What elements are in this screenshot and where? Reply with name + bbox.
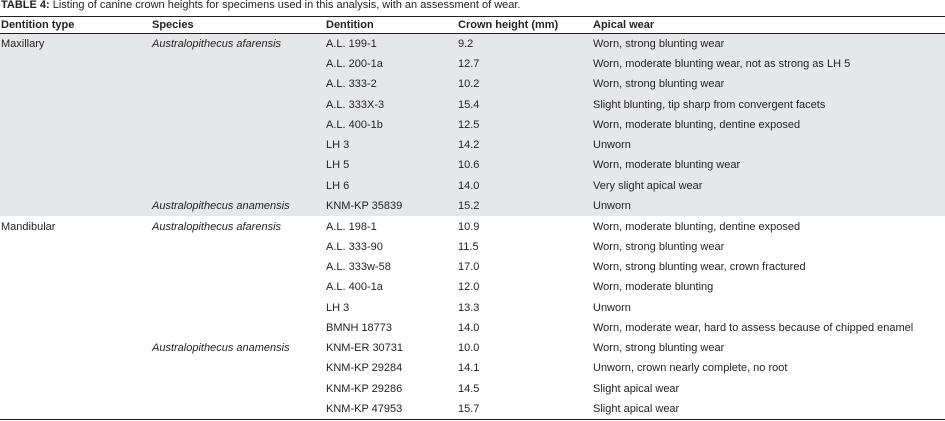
cell-dentition-type	[0, 297, 151, 317]
cell-species	[151, 54, 325, 74]
cell-dentition: A.L. 200-1a	[325, 54, 457, 74]
table-row	[0, 257, 945, 277]
header-dentition: Dentition	[325, 17, 457, 34]
cell-dentition-type	[0, 338, 151, 358]
cell-dentition: A.L. 333-90	[326, 240, 383, 253]
header-species: Species	[151, 17, 325, 34]
cell-crown-height: 15.2	[457, 196, 592, 216]
cell-apical-wear: Worn, strong blunting wear	[593, 240, 725, 253]
cell-dentition: A.L. 333w-58	[326, 260, 391, 273]
table-row	[0, 176, 945, 196]
cell-apical-wear: Slight apical wear	[592, 399, 945, 419]
cell-dentition: A.L. 400-1a	[326, 281, 383, 294]
cell-dentition: KNM-KP 47953	[325, 399, 457, 419]
cell-crown-height: 14.0	[458, 321, 480, 334]
table-caption-text: Listing of canine crown heights for specimens used in this analysis, with an assessment of wear.	[49, 0, 521, 11]
cell-species: Australopithecus anamensis	[152, 342, 290, 355]
cell-species	[151, 399, 325, 419]
cell-apical-wear: Unworn, crown nearly complete, no root	[593, 362, 788, 375]
cell-crown-height: 15.4	[457, 94, 592, 114]
table-row	[0, 338, 945, 358]
table-row	[0, 34, 945, 54]
cell-dentition-type	[0, 54, 151, 74]
cell-apical-wear: Unworn	[592, 196, 945, 216]
cell-crown-height: 13.3	[458, 301, 480, 314]
cell-species	[151, 115, 325, 135]
cell-crown-height: 14.2	[457, 135, 592, 155]
table-row	[0, 94, 945, 114]
table-row	[0, 115, 945, 135]
cell-crown-height: 14.0	[457, 176, 592, 196]
table-row	[0, 216, 945, 236]
cell-species	[151, 358, 325, 378]
cell-apical-wear: Worn, moderate blunting, dentine exposed	[592, 115, 945, 135]
cell-crown-height: 11.5	[458, 240, 479, 253]
cell-crown-height: 10.6	[457, 155, 592, 175]
cell-species: Australopithecus afarensis	[151, 216, 325, 236]
cell-dentition: KNM-KP 29286	[326, 382, 403, 395]
cell-dentition-type: Mandibular	[0, 216, 151, 236]
cell-dentition-type	[0, 176, 151, 196]
cell-dentition-type	[0, 399, 151, 419]
cell-apical-wear: Slight blunting, tip sharp from convergent facets	[592, 94, 945, 114]
cell-dentition-type	[0, 277, 151, 297]
table-row	[0, 54, 945, 74]
cell-species	[151, 94, 325, 114]
cell-apical-wear: Worn, moderate blunting wear	[592, 155, 945, 175]
cell-apical-wear: Slight apical wear	[593, 382, 680, 395]
cell-dentition-type	[0, 358, 151, 378]
cell-species	[151, 135, 325, 155]
cell-species	[151, 74, 325, 94]
cell-crown-height: 17.0	[458, 260, 480, 273]
cell-dentition: A.L. 400-1b	[325, 115, 457, 135]
cell-dentition: KNM-ER 30731	[326, 342, 404, 355]
cell-dentition-type	[0, 236, 151, 256]
cell-dentition: BMNH 18773	[326, 321, 393, 334]
cell-crown-height: 10.0	[458, 342, 480, 355]
table-row	[0, 135, 945, 155]
cell-dentition: A.L. 333X-3	[325, 94, 457, 114]
cell-dentition-type	[0, 196, 151, 216]
table-row	[0, 379, 945, 399]
cell-crown-height: 10.9	[457, 216, 592, 236]
cell-crown-height: 14.5	[458, 382, 480, 395]
cell-apical-wear: Worn, moderate blunting	[593, 281, 714, 294]
cell-dentition-type: Maxillary	[0, 34, 151, 54]
cell-dentition-type	[0, 94, 151, 114]
table-row	[0, 358, 945, 378]
table-row	[0, 74, 945, 94]
cell-apical-wear: Worn, moderate blunting wear, not as strong as LH 5	[592, 54, 945, 74]
cell-apical-wear: Worn, strong blunting wear	[592, 34, 945, 54]
cell-dentition: A.L. 199-1	[325, 34, 457, 54]
cell-dentition: A.L. 198-1	[325, 216, 457, 236]
cell-species	[151, 277, 325, 297]
table-row	[0, 277, 945, 297]
cell-apical-wear: Worn, strong blunting wear	[593, 342, 725, 355]
table-caption-label: TABLE 4:	[1, 0, 50, 11]
header-dentition-type: Dentition type	[0, 17, 151, 34]
cell-species	[151, 379, 325, 399]
table-body	[0, 34, 945, 420]
cell-species	[151, 257, 325, 277]
cell-crown-height: 12.0	[458, 281, 480, 294]
header-crown-height: Crown height (mm)	[457, 17, 592, 34]
table-row	[0, 399, 945, 419]
cell-species	[151, 176, 325, 196]
table-caption	[0, 0, 945, 16]
cell-dentition-type	[0, 257, 151, 277]
cell-crown-height: 12.7	[457, 54, 592, 74]
cell-species	[151, 297, 325, 317]
cell-dentition: KNM-KP 35839	[325, 196, 457, 216]
cell-apical-wear: Worn, strong blunting wear, crown fractured	[593, 260, 806, 273]
cell-species	[151, 155, 325, 175]
cell-dentition: LH 6	[325, 176, 457, 196]
cell-dentition-type	[0, 135, 151, 155]
table-row	[0, 318, 945, 338]
cell-dentition-type	[0, 115, 151, 135]
cell-apical-wear: Very slight apical wear	[592, 176, 945, 196]
cell-species: Australopithecus afarensis	[151, 34, 325, 54]
table-row	[0, 196, 945, 216]
cell-apical-wear: Worn, strong blunting wear	[592, 74, 945, 94]
header-apical-wear: Apical wear	[592, 17, 945, 34]
cell-dentition: A.L. 333-2	[325, 74, 457, 94]
cell-dentition: KNM-KP 29284	[326, 362, 403, 375]
cell-species	[151, 318, 325, 338]
cell-crown-height: 15.7	[457, 399, 592, 419]
cell-crown-height: 14.1	[458, 362, 480, 375]
cell-dentition: LH 5	[325, 155, 457, 175]
cell-dentition-type	[0, 74, 151, 94]
cell-dentition: LH 3	[325, 135, 457, 155]
cell-species	[151, 236, 325, 256]
cell-apical-wear: Worn, moderate wear, hard to assess because of chipped enamel	[593, 321, 914, 334]
table-header-row	[0, 17, 945, 34]
cell-crown-height: 12.5	[457, 115, 592, 135]
cell-dentition: LH 3	[326, 301, 350, 314]
table-row	[0, 236, 945, 256]
cell-species: Australopithecus anamensis	[151, 196, 325, 216]
cell-crown-height: 9.2	[457, 34, 592, 54]
cell-dentition-type	[0, 155, 151, 175]
canine-crown-table	[0, 16, 945, 420]
cell-apical-wear: Unworn	[593, 301, 631, 314]
cell-apical-wear: Worn, moderate blunting, dentine exposed	[592, 216, 945, 236]
cell-crown-height: 10.2	[457, 74, 592, 94]
cell-dentition-type	[0, 318, 151, 338]
cell-dentition-type	[0, 379, 151, 399]
table-row	[0, 155, 945, 175]
table-row	[0, 297, 945, 317]
cell-apical-wear: Unworn	[592, 135, 945, 155]
